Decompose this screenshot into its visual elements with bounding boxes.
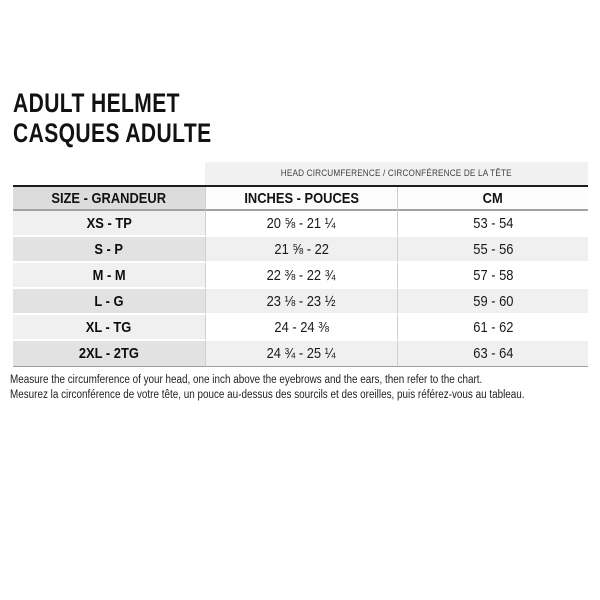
column-header-cm: CM bbox=[397, 187, 588, 211]
column-header-size: SIZE - GRANDEUR bbox=[13, 187, 205, 211]
inches-cell: 24 - 24 ⅜ bbox=[205, 315, 397, 341]
head-circumference-header: HEAD CIRCUMFERENCE / CIRCONFÉRENCE DE LA TÊTE bbox=[205, 162, 588, 187]
size-cell: L - G bbox=[13, 289, 205, 315]
inches-cell: 23 ⅛ - 23 ½ bbox=[205, 289, 397, 315]
page-title-line-fr: CASQUES ADULTE bbox=[13, 118, 212, 148]
table-row bbox=[13, 211, 588, 237]
cm-cell: 61 - 62 bbox=[397, 315, 588, 341]
cm-cell: 57 - 58 bbox=[397, 263, 588, 289]
inches-cell: 22 ⅜ - 22 ¾ bbox=[205, 263, 397, 289]
column-header-row bbox=[13, 187, 588, 211]
table-row bbox=[13, 315, 588, 341]
cm-cell: 63 - 64 bbox=[397, 341, 588, 367]
table-row bbox=[13, 263, 588, 289]
measurement-instructions bbox=[10, 373, 600, 402]
inches-cell: 24 ¾ - 25 ¼ bbox=[205, 341, 397, 367]
cm-cell: 53 - 54 bbox=[397, 211, 588, 237]
span-header-row bbox=[13, 162, 588, 187]
size-chart-table bbox=[13, 162, 588, 367]
instruction-line-en: Measure the circumference of your head, one inch above the eyebrows and the ears, then refer to the chart. bbox=[10, 374, 483, 386]
size-cell: XS - TP bbox=[13, 211, 205, 237]
page-title-line-en: ADULT HELMET bbox=[13, 88, 180, 118]
table-row bbox=[13, 289, 588, 315]
cm-cell: 59 - 60 bbox=[397, 289, 588, 315]
instruction-line-fr: Mesurez la circonférence de votre tête, un pouce au-dessus des sourcils et des oreilles, puis référez-vous au tableau. bbox=[10, 388, 525, 401]
page-title bbox=[13, 88, 268, 148]
size-cell: XL - TG bbox=[13, 315, 205, 341]
inches-cell: 20 ⅝ - 21 ¼ bbox=[205, 211, 397, 237]
size-cell: 2XL - 2TG bbox=[13, 341, 205, 367]
inches-cell: 21 ⅝ - 22 bbox=[205, 237, 397, 263]
span-header-spacer bbox=[13, 162, 205, 187]
column-header-inches: INCHES - POUCES bbox=[205, 187, 397, 211]
size-cell: M - M bbox=[13, 263, 205, 289]
table-row bbox=[13, 341, 588, 367]
cm-cell: 55 - 56 bbox=[397, 237, 588, 263]
size-cell: S - P bbox=[13, 237, 205, 263]
table-row bbox=[13, 237, 588, 263]
